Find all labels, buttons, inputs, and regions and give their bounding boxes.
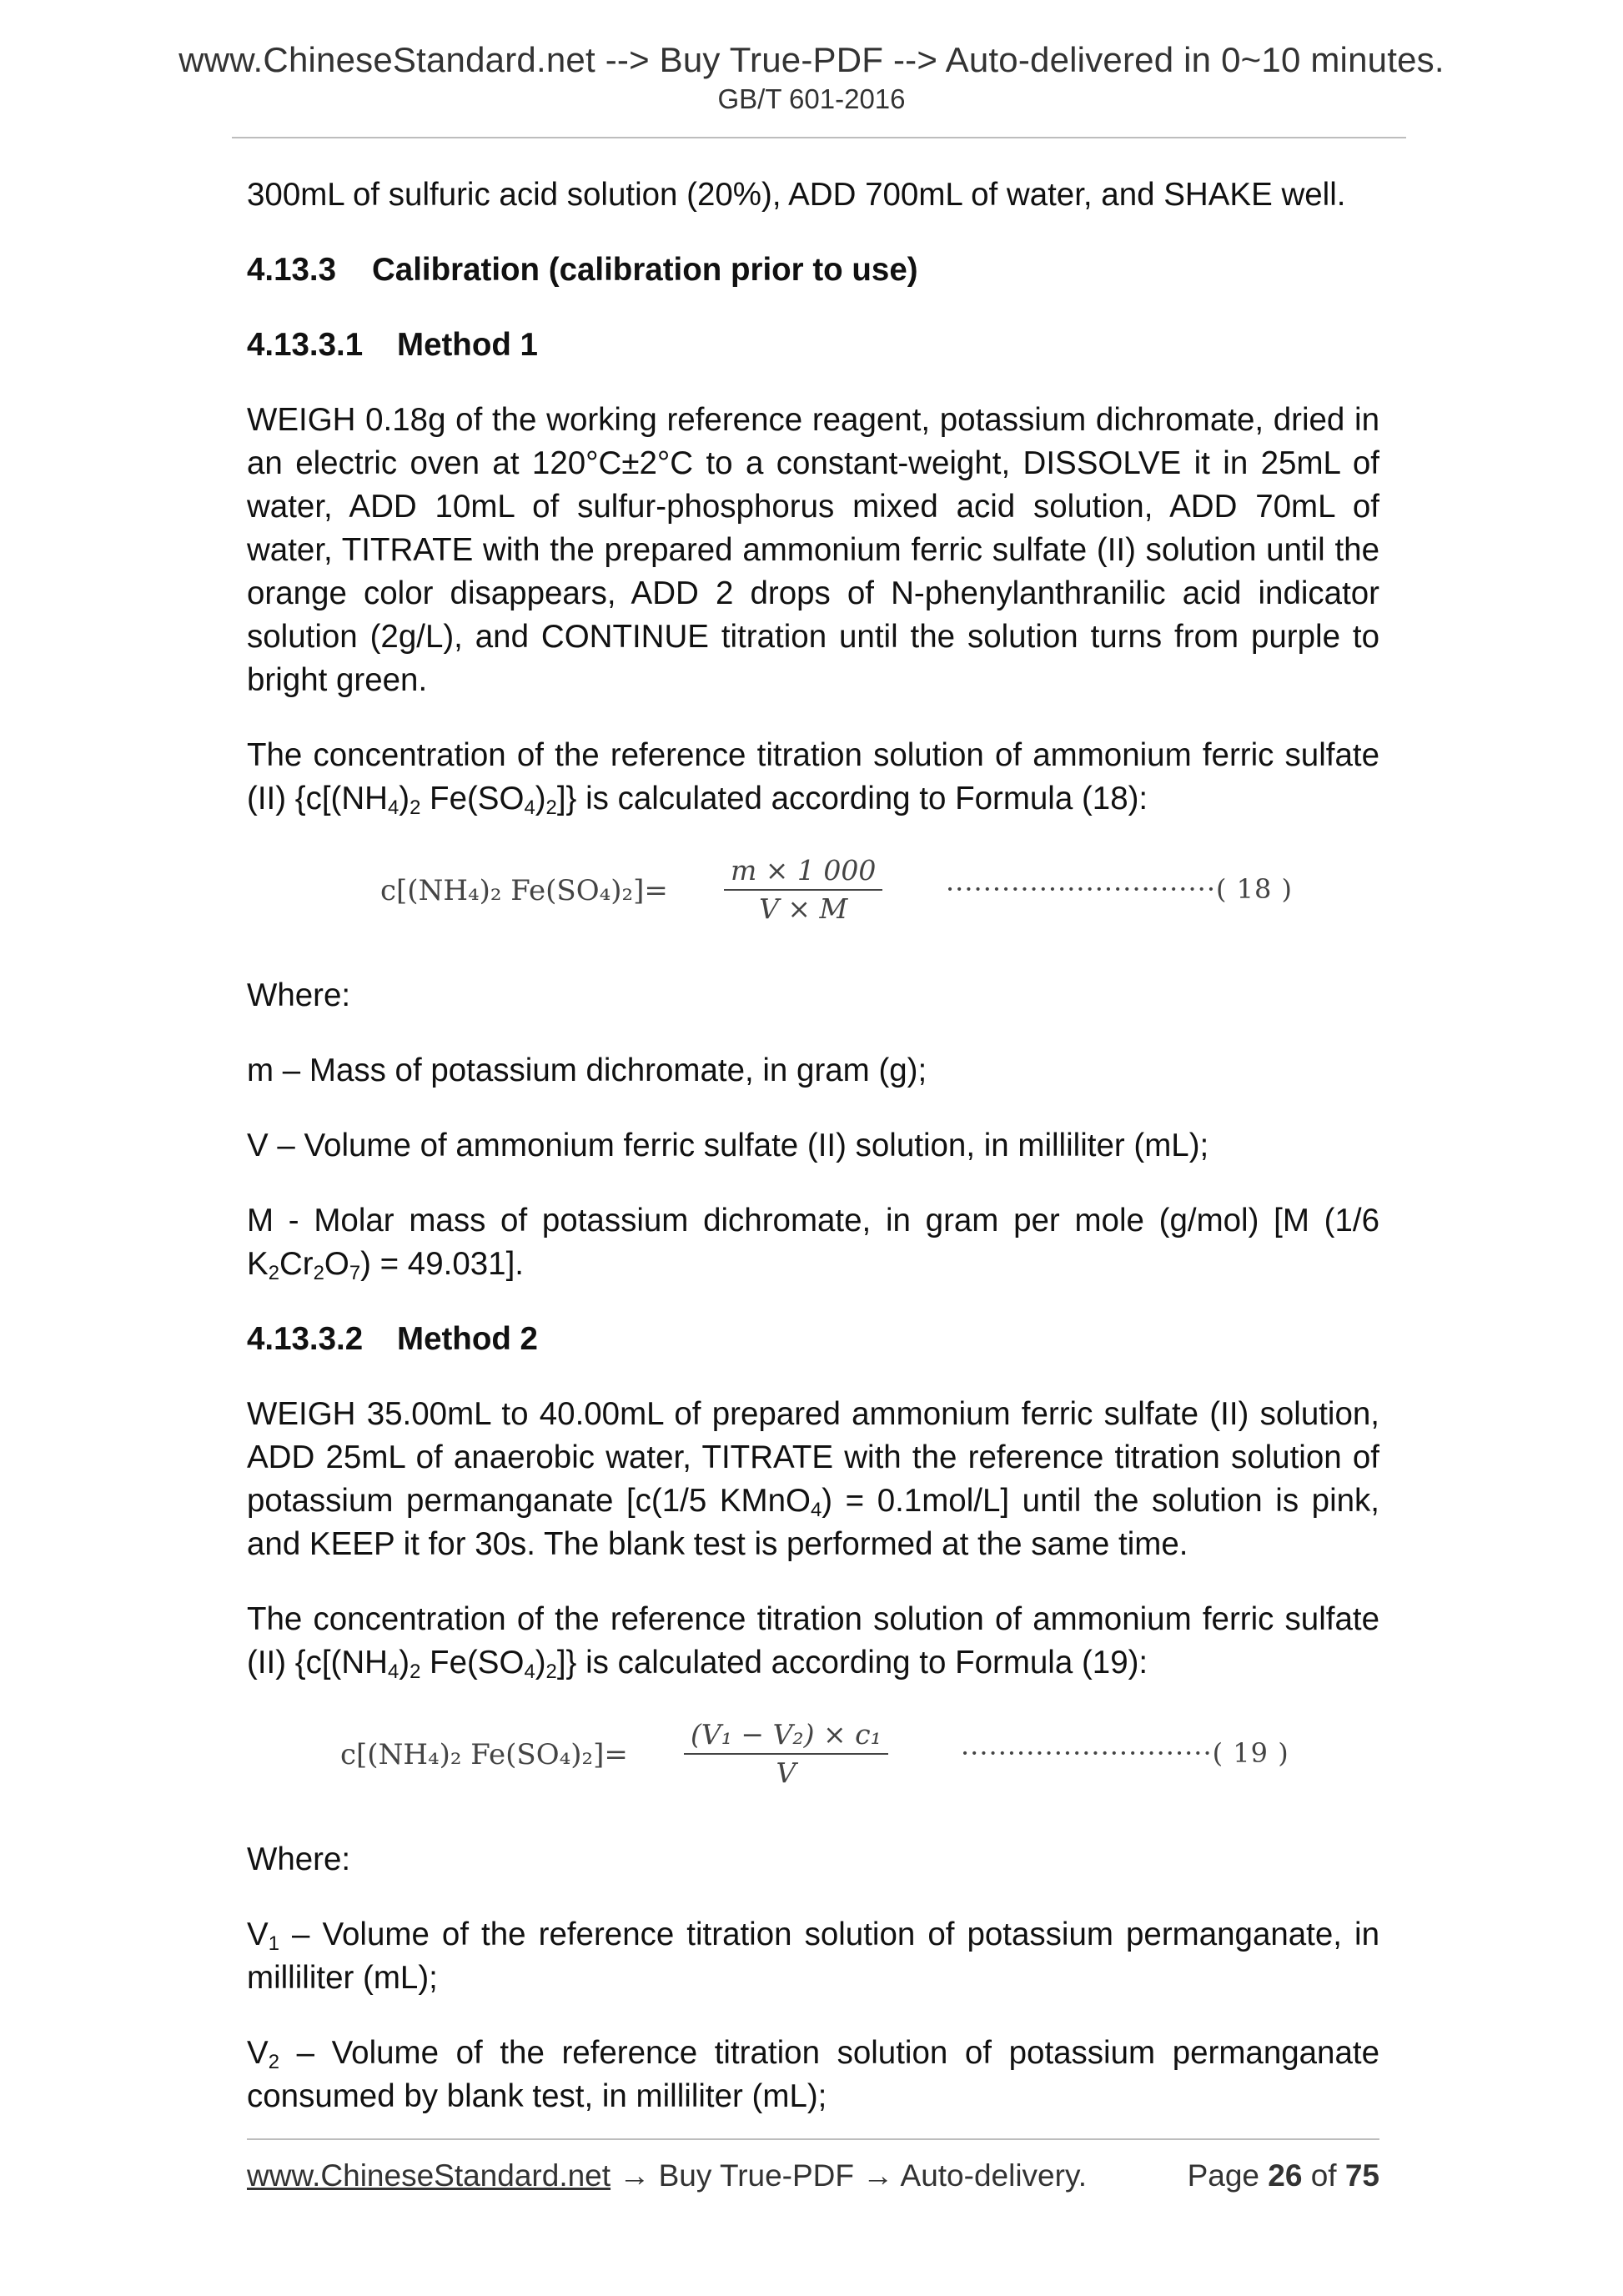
section-number: 4.13.3 bbox=[247, 252, 337, 288]
paragraph-formula-19-intro bbox=[247, 1598, 1379, 1685]
standard-code: GB/T 601-2016 bbox=[717, 83, 906, 114]
formula-numerator: (V₁ − V₂) × c₁ bbox=[691, 1718, 882, 1751]
subscript: 2 bbox=[545, 796, 557, 819]
formula-denominator: V × M bbox=[759, 892, 848, 925]
subscript: 4 bbox=[524, 1660, 535, 1683]
paragraph-intro: 300mL of sulfuric acid solution (20%), ADD 700mL of water, and SHAKE well. bbox=[247, 177, 1346, 213]
definition-V: V – Volume of ammonium ferric sulfate (II) solution, in milliliter (mL); bbox=[247, 1128, 1209, 1163]
page-label: Page bbox=[1187, 2158, 1269, 2193]
where-label: Where: bbox=[247, 977, 351, 1013]
definition-V2 bbox=[247, 2032, 1379, 2118]
subscript: 4 bbox=[387, 796, 399, 819]
section-title: Method 1 bbox=[397, 327, 538, 363]
text-run: V bbox=[247, 1917, 269, 1952]
text-run: – Volume of the reference titration solution of potassium permanganate consumed by blank test, in milliliter (mL); bbox=[247, 2035, 1379, 2114]
page-indicator bbox=[1188, 2158, 1379, 2193]
text-run: The concentration of the reference titration solution of ammonium ferric sulfate (II) {c[(NH bbox=[247, 1601, 1379, 1681]
subscript: 2 bbox=[545, 1660, 557, 1683]
text-run: V bbox=[247, 2035, 269, 2071]
page-footer bbox=[247, 2158, 1379, 2193]
text-run: ]} is calculated according to Formula (19): bbox=[556, 1645, 1148, 1681]
text-run: ) bbox=[535, 1645, 546, 1681]
text-run: Cr bbox=[279, 1246, 314, 1282]
subscript: 7 bbox=[349, 1261, 361, 1284]
text-run: ) bbox=[399, 781, 410, 816]
page-body bbox=[247, 173, 1379, 2150]
page-total: 75 bbox=[1344, 2158, 1379, 2193]
footer-site-link[interactable]: www.ChineseStandard.net bbox=[247, 2158, 611, 2193]
header-divider bbox=[232, 137, 1406, 138]
section-heading-4-13-3-2 bbox=[247, 1318, 1379, 1361]
footer-tagline: → Buy True-PDF → Auto-delivery. bbox=[611, 2158, 1087, 2193]
section-heading-4-13-3-1 bbox=[247, 324, 1379, 367]
subscript: 2 bbox=[410, 1660, 421, 1683]
formula-fraction bbox=[684, 1716, 888, 1791]
text-run: Fe(SO bbox=[420, 781, 525, 816]
formula-19 bbox=[247, 1716, 1379, 1796]
where-label: Where: bbox=[247, 1841, 351, 1877]
text-run: The concentration of the reference titration solution of ammonium ferric sulfate (II) {c[(NH bbox=[247, 737, 1379, 816]
text-run: M - Molar mass of potassium dichromate, in gram per mole (g/mol) [M (1/6 K bbox=[247, 1203, 1379, 1282]
text-run: WEIGH 35.00mL to 40.00mL of prepared ammonium ferric sulfate (II) solution, ADD 25mL of anaerobic water, TITRATE with the reference titration solution of potassium permanganate [c(1/5 KMnO bbox=[247, 1396, 1379, 1519]
section-number: 4.13.3.2 bbox=[247, 1321, 364, 1357]
section-title: Calibration (calibration prior to use) bbox=[372, 252, 918, 288]
text-run: O bbox=[324, 1246, 349, 1282]
text-run: – Volume of the reference titration solution of potassium permanganate, in milliliter (mL); bbox=[247, 1917, 1379, 1996]
text-run: ) = 49.031]. bbox=[360, 1246, 524, 1282]
subscript: 4 bbox=[387, 1660, 399, 1683]
formula-denominator: V bbox=[776, 1756, 796, 1789]
formula-number: ·····························( 18 ) bbox=[946, 873, 1294, 905]
subscript: 2 bbox=[313, 1261, 324, 1284]
page-number: 26 bbox=[1268, 2158, 1303, 2193]
definition-M bbox=[247, 1199, 1379, 1286]
text-run: ) = 0.1mol/L] until the solution is pink, and KEEP it for 30s. The blank test is performed at the same time. bbox=[247, 1483, 1379, 1562]
subscript: 2 bbox=[268, 1261, 279, 1284]
subscript: 4 bbox=[810, 1498, 822, 1521]
section-title: Method 2 bbox=[397, 1321, 538, 1357]
text-run: Fe(SO bbox=[420, 1645, 525, 1681]
site-banner: www.ChineseStandard.net --> Buy True-PDF --> Auto-delivered in 0~10 minutes. bbox=[178, 40, 1445, 79]
subscript: 2 bbox=[268, 2050, 279, 2073]
formula-lhs: c[(NH₄)₂ Fe(SO₄)₂]= bbox=[340, 1738, 628, 1771]
text-run: ) bbox=[399, 1645, 410, 1681]
definition-V1 bbox=[247, 1913, 1379, 2000]
formula-lhs: c[(NH₄)₂ Fe(SO₄)₂]= bbox=[380, 874, 668, 907]
footer-divider bbox=[247, 2138, 1379, 2140]
subscript: 4 bbox=[524, 796, 535, 819]
section-number: 4.13.3.1 bbox=[247, 327, 364, 363]
subscript: 1 bbox=[268, 1932, 279, 1955]
paragraph-method-2 bbox=[247, 1393, 1379, 1566]
text-run: ) bbox=[535, 781, 546, 816]
definition-m: m – Mass of potassium dichromate, in gram (g); bbox=[247, 1053, 927, 1088]
paragraph-formula-18-intro bbox=[247, 734, 1379, 821]
formula-fraction bbox=[724, 852, 882, 927]
section-heading-4-13-3 bbox=[247, 249, 1379, 292]
formula-numerator: m × 1 000 bbox=[731, 854, 877, 887]
formula-18 bbox=[247, 852, 1379, 932]
formula-number: ···························( 19 ) bbox=[961, 1737, 1289, 1769]
text-run: ]} is calculated according to Formula (18): bbox=[556, 781, 1148, 816]
subscript: 2 bbox=[410, 796, 421, 819]
paragraph-method-1: WEIGH 0.18g of the working reference reagent, potassium dichromate, dried in an electric oven at 120°C±2°C to a constant-weight, DISSOLVE it in 25mL of water, ADD 10mL of sulfur-phosphorus mixed acid solution, ADD 70mL of water, TITRATE with the prepared ammonium ferric sulfate (II) solution until the orange color disappears, ADD 2 drops of N-phenylanthranilic acid indicator solution (2g/L), and CONTINUE titration until the solution turns from purple to bright green. bbox=[247, 402, 1379, 698]
page-of-label: of bbox=[1302, 2158, 1345, 2193]
